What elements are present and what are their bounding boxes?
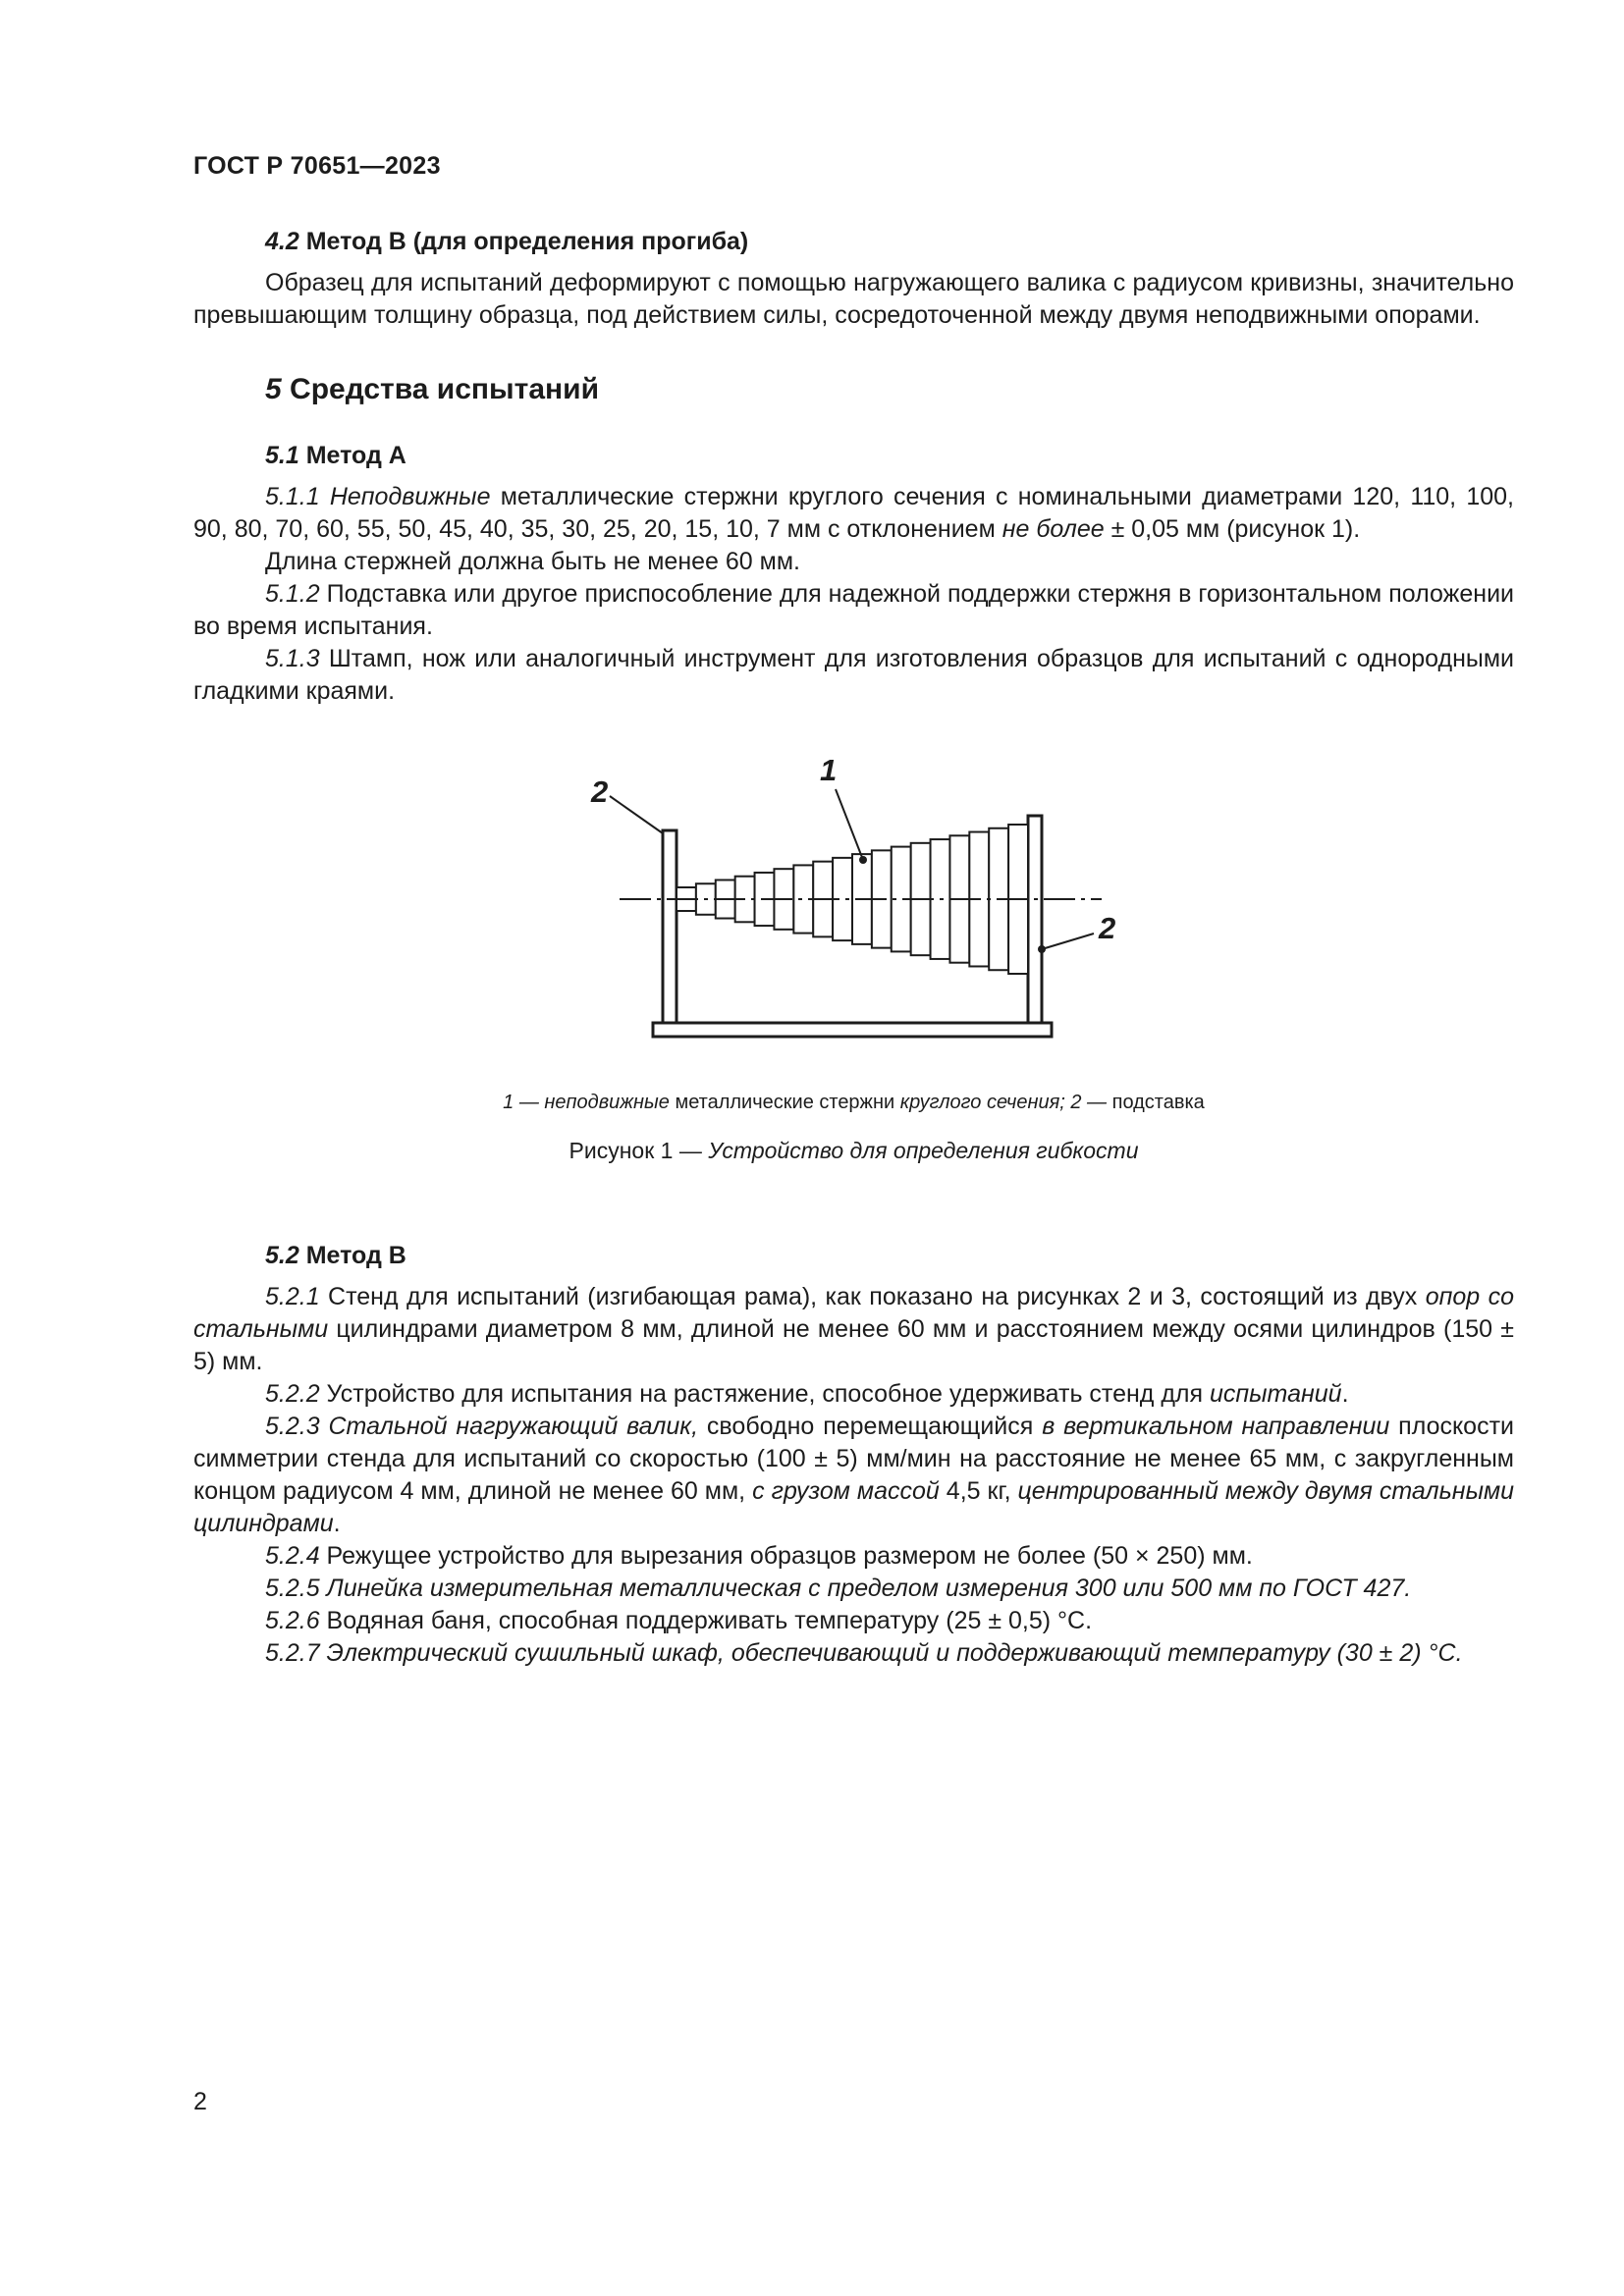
- paragraph-4-2: Образец для испытаний деформируют с помощью нагружающего валика с радиусом кривизны, значительно превышающим толщину образца, под действием силы, сосредоточенной между двумя неподвижными опорами.: [193, 269, 1514, 329]
- leader-dot-1: [859, 856, 867, 864]
- paragraph-5-2-1: 5.2.1 Стенд для испытаний (изгибающая рама), как показано на рисунках 2 и 3, состоящий из двух опор со стальными цилиндрами диаметром 8 мм, длиной не менее 60 мм и расстоянием между осями цилиндров (150 ± 5) мм.: [193, 1283, 1514, 1375]
- leader-line-2-left: [610, 796, 663, 833]
- figure-1-caption: Рисунок 1 — Устройство для определения гибкости: [568, 1138, 1139, 1163]
- document-body: [193, 226, 1514, 1670]
- figure-label-2-right: 2: [1099, 911, 1116, 945]
- flexibility-device-drawing: [193, 735, 1514, 1084]
- figure-1-legend: 1 — неподвижные металлические стержни круглого сечения; 2 — подставка: [503, 1092, 1205, 1113]
- paragraph-5-2-5: 5.2.5 Линейка измерительная металлическая с пределом измерения 300 или 500 мм по ГОСТ 427.: [265, 1575, 1412, 1602]
- paragraph-5-2-6: 5.2.6 Водяная баня, способная поддерживать температуру (25 ± 0,5) °С.: [265, 1607, 1093, 1634]
- paragraph-5-1-1-length: Длина стержней должна быть не менее 60 мм.: [265, 548, 800, 575]
- section-5-title: 5 Средства испытаний: [265, 373, 600, 405]
- stand-base: [653, 1023, 1052, 1037]
- leader-line-2-right: [1042, 934, 1094, 949]
- figure-label-2-left: 2: [591, 774, 609, 809]
- document-header: ГОСТ Р 70651—2023: [193, 152, 441, 180]
- subsection-5-2-title: 5.2 Метод В: [265, 1242, 406, 1269]
- page-number: 2: [193, 2088, 207, 2115]
- paragraph-5-2-2: 5.2.2 Устройство для испытания на растяжение, способное удерживать стенд для испытаний.: [265, 1380, 1349, 1408]
- subsection-number: 4.2: [265, 228, 299, 255]
- paragraph-5-2-4: 5.2.4 Режущее устройство для вырезания образцов размером не более (50 × 250) мм.: [265, 1542, 1253, 1570]
- stand-post-right: [1028, 816, 1042, 1023]
- paragraph-5-1-1: 5.1.1 Неподвижные металлические стержни круглого сечения с номинальными диаметрами 120, 110, 100, 90, 80, 70, 60, 55, 50, 45, 40, 35, 30, 25, 20, 15, 10, 7 мм с отклонением не более ± 0,05 мм (рисунок 1).: [193, 483, 1515, 543]
- leader-line-1: [836, 789, 863, 860]
- subsection-5-1-title: 5.1 Метод А: [265, 442, 406, 469]
- paragraph-5-2-7: 5.2.7 Электрический сушильный шкаф, обеспечивающий и поддерживающий температуру (30 ± 2) °С.: [265, 1639, 1463, 1667]
- paragraph-5-2-3: 5.2.3 Стальной нагружающий валик, свободно перемещающийся в вертикальном направлении плоскости симметрии стенда для испытаний со скоростью (100 ± 5) мм/мин на расстояние не менее 65 мм, с закругленным концом радиусом 4 мм, длиной не менее 60 мм, с грузом массой 4,5 кг, центрированный между двумя стальными цилиндрами.: [193, 1413, 1515, 1537]
- paragraph-5-1-3: 5.1.3 Штамп, нож или аналогичный инструмент для изготовления образцов для испытаний с однородными гладкими краями.: [193, 645, 1514, 705]
- figure-1: [193, 735, 1514, 1084]
- figure-label-1: 1: [820, 753, 838, 787]
- stand-post-left: [663, 830, 677, 1023]
- leader-dot-2-right: [1038, 945, 1046, 953]
- paragraph-5-1-2: 5.1.2 Подставка или другое приспособление для надежной поддержки стержня в горизонтальном положении во время испытания.: [193, 580, 1514, 640]
- subsection-4-2-title: 4.2 Метод В (для определения прогиба): [265, 228, 749, 255]
- section-number: 5: [265, 373, 282, 405]
